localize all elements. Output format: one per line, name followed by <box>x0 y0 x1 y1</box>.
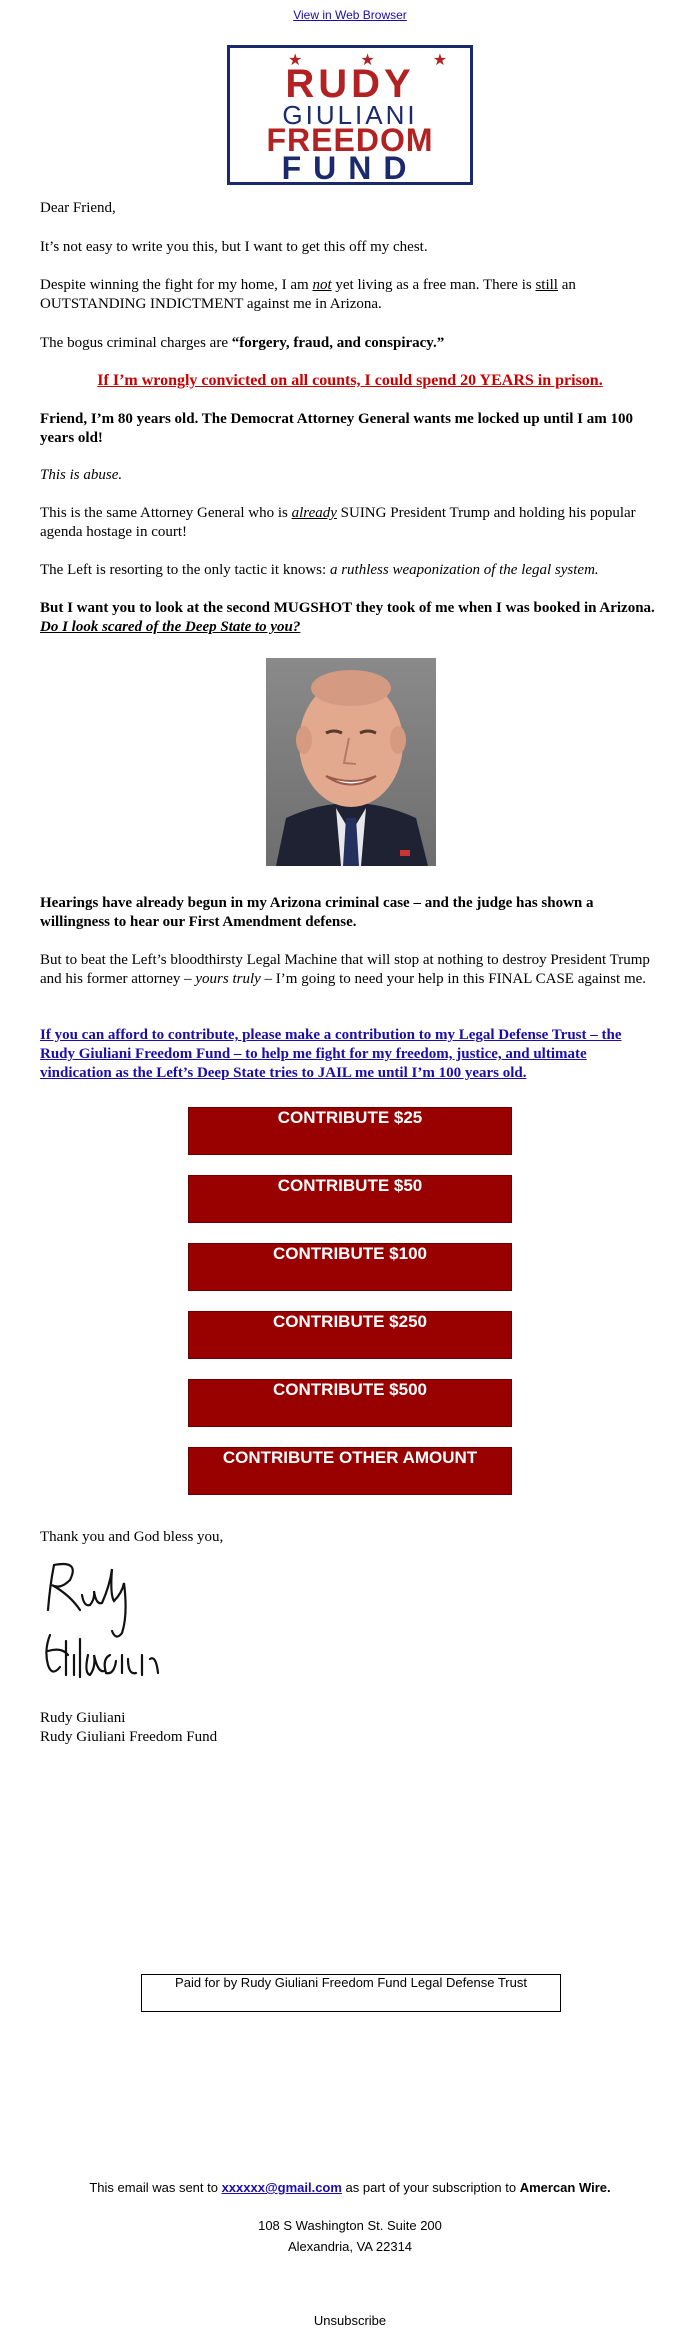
subscription-notice-part-b: as part of your subscription to <box>341 2180 520 2195</box>
recipient-email-link[interactable]: xxxxxx@gmail.com <box>221 2180 342 2195</box>
contribute-250-button[interactable]: CONTRIBUTE $250 <box>188 1311 512 1359</box>
signer-org: Rudy Giuliani Freedom Fund <box>40 1729 218 1745</box>
subscription-notice-part-a: This email was sent to <box>89 2180 222 2195</box>
paragraph-2-part-b: yet living as a free man. There is <box>331 277 536 293</box>
view-in-browser-link[interactable]: View in Web Browser <box>293 8 407 22</box>
address-line-2: Alexandria, VA 22314 <box>287 2239 413 2254</box>
subscription-brand: Amercan Wire. <box>519 2180 611 2195</box>
logo-line-fund: FUND <box>281 150 419 186</box>
paragraph-3 <box>40 334 660 353</box>
paragraph-9-part-a: But I want you to look at the second MUGSHOT they took of me when I was booked in Arizona. <box>40 600 655 616</box>
address-line-1: 108 S Washington St. Suite 200 <box>258 2218 442 2233</box>
paragraph-8-part-b: a ruthless weaponization of the legal system. <box>329 562 599 578</box>
paragraph-2-not: not <box>312 277 332 293</box>
paragraph-3-part-a: The bogus criminal charges are <box>40 335 232 351</box>
contribute-25-button[interactable]: CONTRIBUTE $25 <box>188 1107 512 1155</box>
mugshot-illustration <box>266 658 436 866</box>
paragraph-8-part-a: The Left is resorting to the only tactic it knows: <box>40 562 330 578</box>
greeting: Dear Friend, <box>40 200 116 216</box>
prison-warning: If I’m wrongly convicted on all counts, I could spend 20 YEARS in prison. <box>97 372 603 389</box>
paid-for-disclaimer: Paid for by Rudy Giuliani Freedom Fund Legal Defense Trust <box>141 1974 561 2012</box>
logo-stars: ★★★ <box>288 52 506 69</box>
paragraph-10: Hearings have already begun in my Arizona criminal case – and the judge has shown a willingness to hear our First Amendment defense. <box>40 895 594 930</box>
paragraph-8 <box>40 561 660 580</box>
paragraph-2-part-c: an OUTSTANDING INDICTMENT against me in Arizona. <box>40 277 576 312</box>
mugshot-photo <box>266 658 436 866</box>
paragraph-7-already: already <box>291 505 337 521</box>
paragraph-6: This is abuse. <box>40 467 123 483</box>
paragraph-11-part-a: But to beat the Left’s bloodthirsty Legal Machine that will stop at nothing to destroy President Trump and his former attorney – <box>40 952 650 987</box>
signer-name: Rudy Giuliani <box>40 1710 126 1726</box>
paragraph-9-question: Do I look scared of the Deep State to you? <box>40 619 301 635</box>
contribute-other-amount-button[interactable]: CONTRIBUTE OTHER AMOUNT <box>188 1447 512 1495</box>
handwritten-signature <box>40 1555 200 1690</box>
paragraph-2 <box>40 276 660 314</box>
logo-line-giuliani: GIULIANI <box>282 100 418 130</box>
logo-line-rudy: RUDY <box>285 62 415 106</box>
paragraph-1: It’s not easy to write you this, but I want to get this off my chest. <box>40 239 428 255</box>
subscription-notice <box>0 2180 700 2195</box>
paragraph-2-part-a: Despite winning the fight for my home, I am <box>40 277 313 293</box>
contribute-text-link[interactable]: If you can afford to contribute, please make a contribution to my Legal Defense Trust – the Rudy Giuliani Freedom Fund – to help me fight for my freedom, justice, and ultimate vindication as the Left’s Deep State tries to JAIL me until I’m 100 years old. <box>40 1027 622 1081</box>
signature-drawing <box>40 1555 200 1690</box>
unsubscribe-link[interactable]: Unsubscribe <box>313 2313 387 2328</box>
paragraph-12 <box>40 1026 660 1083</box>
contribute-500-button[interactable]: CONTRIBUTE $500 <box>188 1379 512 1427</box>
logo-line-freedom: FREEDOM <box>266 122 434 158</box>
paragraph-9 <box>40 599 660 637</box>
web-browser-link-container <box>0 8 700 22</box>
fund-logo <box>227 45 506 186</box>
paragraph-5: Friend, I’m 80 years old. The Democrat Attorney General wants me locked up until I am 100 years old! <box>40 411 634 446</box>
paragraph-2-still: still <box>535 277 558 293</box>
contribute-100-button[interactable]: CONTRIBUTE $100 <box>188 1243 512 1291</box>
paragraph-7-part-b: SUING President Trump and holding his popular agenda hostage in court! <box>40 505 636 540</box>
paragraph-11-yours-truly: yours truly <box>195 971 261 987</box>
contribute-50-button[interactable]: CONTRIBUTE $50 <box>188 1175 512 1223</box>
paragraph-3-charges: “forgery, fraud, and conspiracy.” <box>231 335 445 351</box>
paragraph-11-part-c: – I’m going to need your help in this FINAL CASE against me. <box>260 971 647 987</box>
paragraph-7 <box>40 504 660 542</box>
paragraph-11 <box>40 951 660 989</box>
closing-thanks: Thank you and God bless you, <box>40 1529 224 1545</box>
paragraph-4 <box>40 371 660 391</box>
paragraph-7-part-a: This is the same Attorney General who is <box>40 505 292 521</box>
